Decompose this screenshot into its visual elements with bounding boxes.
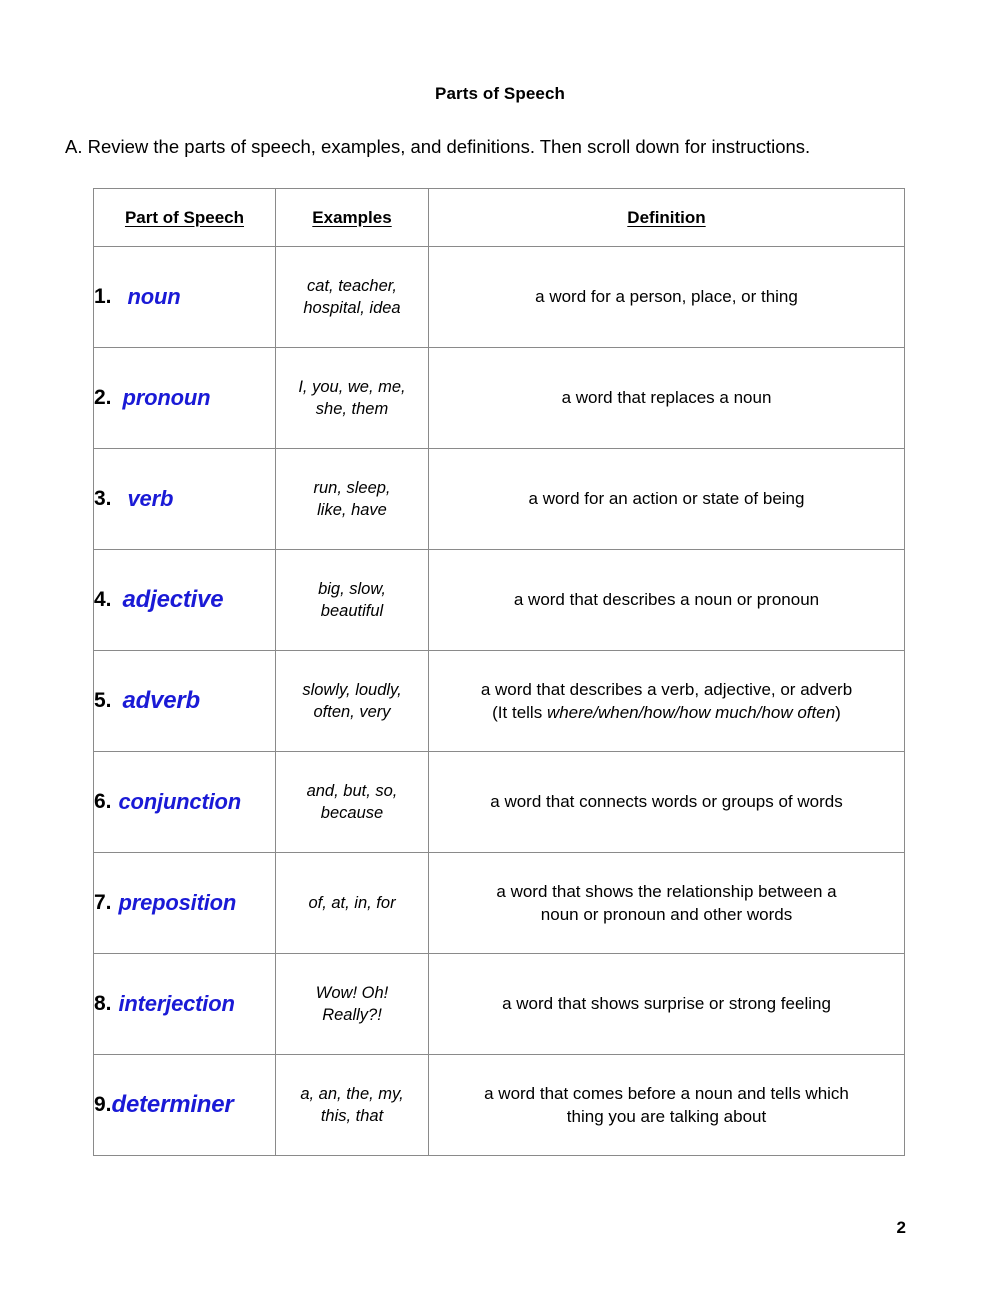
table-header-row xyxy=(94,189,905,247)
examples-line: she, them xyxy=(315,400,389,418)
part-of-speech-word: preposition xyxy=(118,890,237,915)
examples-cell xyxy=(276,752,429,853)
table-row xyxy=(94,853,905,954)
part-of-speech-cell xyxy=(94,348,276,449)
part-of-speech-cell xyxy=(94,449,276,550)
row-number: 3. xyxy=(94,487,112,510)
definition-cell xyxy=(429,348,905,449)
examples-line: hospital, idea xyxy=(303,299,401,317)
page-number: 2 xyxy=(896,1218,906,1237)
table-row xyxy=(94,449,905,550)
column-header-examples xyxy=(276,189,429,247)
definition-line: a word that describes a noun or pronoun xyxy=(513,590,820,610)
row-number: 7. xyxy=(94,891,112,914)
definition-line: a word that connects words or groups of words xyxy=(490,792,843,812)
definition-cell xyxy=(429,752,905,853)
part-of-speech-word: adverb xyxy=(122,687,201,714)
examples-line: cat, teacher, xyxy=(307,276,397,295)
part-of-speech-word: adjective xyxy=(122,586,224,613)
table-row xyxy=(94,247,905,348)
definition-prefix: (It tells xyxy=(492,703,547,722)
part-of-speech-cell xyxy=(94,1055,276,1156)
instruction-text: A. Review the parts of speech, examples, and definitions. Then scroll down for instructions. xyxy=(65,136,811,157)
part-of-speech-cell xyxy=(94,550,276,651)
part-of-speech-cell xyxy=(94,954,276,1055)
table-row xyxy=(94,954,905,1055)
column-header-definition-label: Definition xyxy=(627,207,706,227)
definition-line: a word that replaces a noun xyxy=(561,388,772,408)
examples-cell xyxy=(276,247,429,348)
parts-of-speech-table xyxy=(93,188,905,1156)
examples-line: of, at, in, for xyxy=(308,893,396,912)
row-number: 1. xyxy=(94,285,112,308)
column-header-examples-label: Examples xyxy=(312,207,392,227)
definition-line: a word for a person, place, or thing xyxy=(535,287,798,307)
examples-line: this, that xyxy=(320,1107,384,1125)
definition-line: a word that describes a verb, adjective, or adverb xyxy=(480,679,853,699)
examples-cell xyxy=(276,954,429,1055)
row-number: 5. xyxy=(94,689,112,712)
definition-cell xyxy=(429,651,905,752)
part-of-speech-word: interjection xyxy=(118,991,235,1016)
examples-line: run, sleep, xyxy=(313,478,391,497)
definition-line xyxy=(429,701,904,724)
table-row xyxy=(94,348,905,449)
definition-cell xyxy=(429,853,905,954)
row-number: 2. xyxy=(94,386,112,409)
examples-cell xyxy=(276,348,429,449)
definition-italic-part: where/when/how/how much/how often xyxy=(546,703,836,722)
table-row xyxy=(94,1055,905,1156)
examples-cell xyxy=(276,449,429,550)
row-number: 8. xyxy=(94,992,112,1015)
definition-cell xyxy=(429,550,905,651)
examples-line: because xyxy=(320,804,384,822)
examples-line: and, but, so, xyxy=(306,781,398,800)
table-row xyxy=(94,651,905,752)
examples-line: Wow! Oh! xyxy=(315,983,389,1002)
table-row xyxy=(94,752,905,853)
column-header-definition xyxy=(429,189,905,247)
definition-line: thing you are talking about xyxy=(566,1107,767,1126)
examples-line: like, have xyxy=(317,501,387,519)
page-title: Parts of Speech xyxy=(435,84,565,103)
definition-suffix: ) xyxy=(835,703,841,722)
table-row xyxy=(94,550,905,651)
part-of-speech-cell xyxy=(94,651,276,752)
definition-cell xyxy=(429,247,905,348)
examples-line: often, very xyxy=(313,703,391,721)
definition-cell xyxy=(429,1055,905,1156)
part-of-speech-word: determiner xyxy=(111,1091,234,1118)
examples-line: big, slow, xyxy=(318,579,386,598)
part-of-speech-word: noun xyxy=(127,284,181,309)
definition-cell xyxy=(429,449,905,550)
examples-line: slowly, loudly, xyxy=(302,680,402,699)
examples-line: a, an, the, my, xyxy=(300,1084,404,1103)
column-header-part-of-speech-label: Part of Speech xyxy=(124,207,245,227)
part-of-speech-cell xyxy=(94,752,276,853)
examples-cell xyxy=(276,651,429,752)
definition-line: noun or pronoun and other words xyxy=(540,905,793,924)
examples-cell xyxy=(276,1055,429,1156)
part-of-speech-cell xyxy=(94,247,276,348)
definition-line: a word that shows the relationship between a xyxy=(496,881,837,901)
examples-line: Really?! xyxy=(322,1006,382,1024)
part-of-speech-word: conjunction xyxy=(118,789,241,814)
definition-line: a word that shows surprise or strong feeling xyxy=(502,994,831,1014)
column-header-part-of-speech xyxy=(94,189,276,247)
examples-cell xyxy=(276,853,429,954)
examples-line: I, you, we, me, xyxy=(298,377,406,396)
part-of-speech-word: verb xyxy=(127,486,174,511)
examples-cell xyxy=(276,550,429,651)
row-number: 4. xyxy=(94,588,112,611)
row-number: 9. xyxy=(94,1093,112,1116)
part-of-speech-cell xyxy=(94,853,276,954)
part-of-speech-word: pronoun xyxy=(122,385,211,410)
examples-line: beautiful xyxy=(320,602,384,620)
definition-line: a word for an action or state of being xyxy=(528,489,805,509)
row-number: 6. xyxy=(94,790,112,813)
definition-line: a word that comes before a noun and tells which xyxy=(484,1083,849,1103)
definition-cell xyxy=(429,954,905,1055)
